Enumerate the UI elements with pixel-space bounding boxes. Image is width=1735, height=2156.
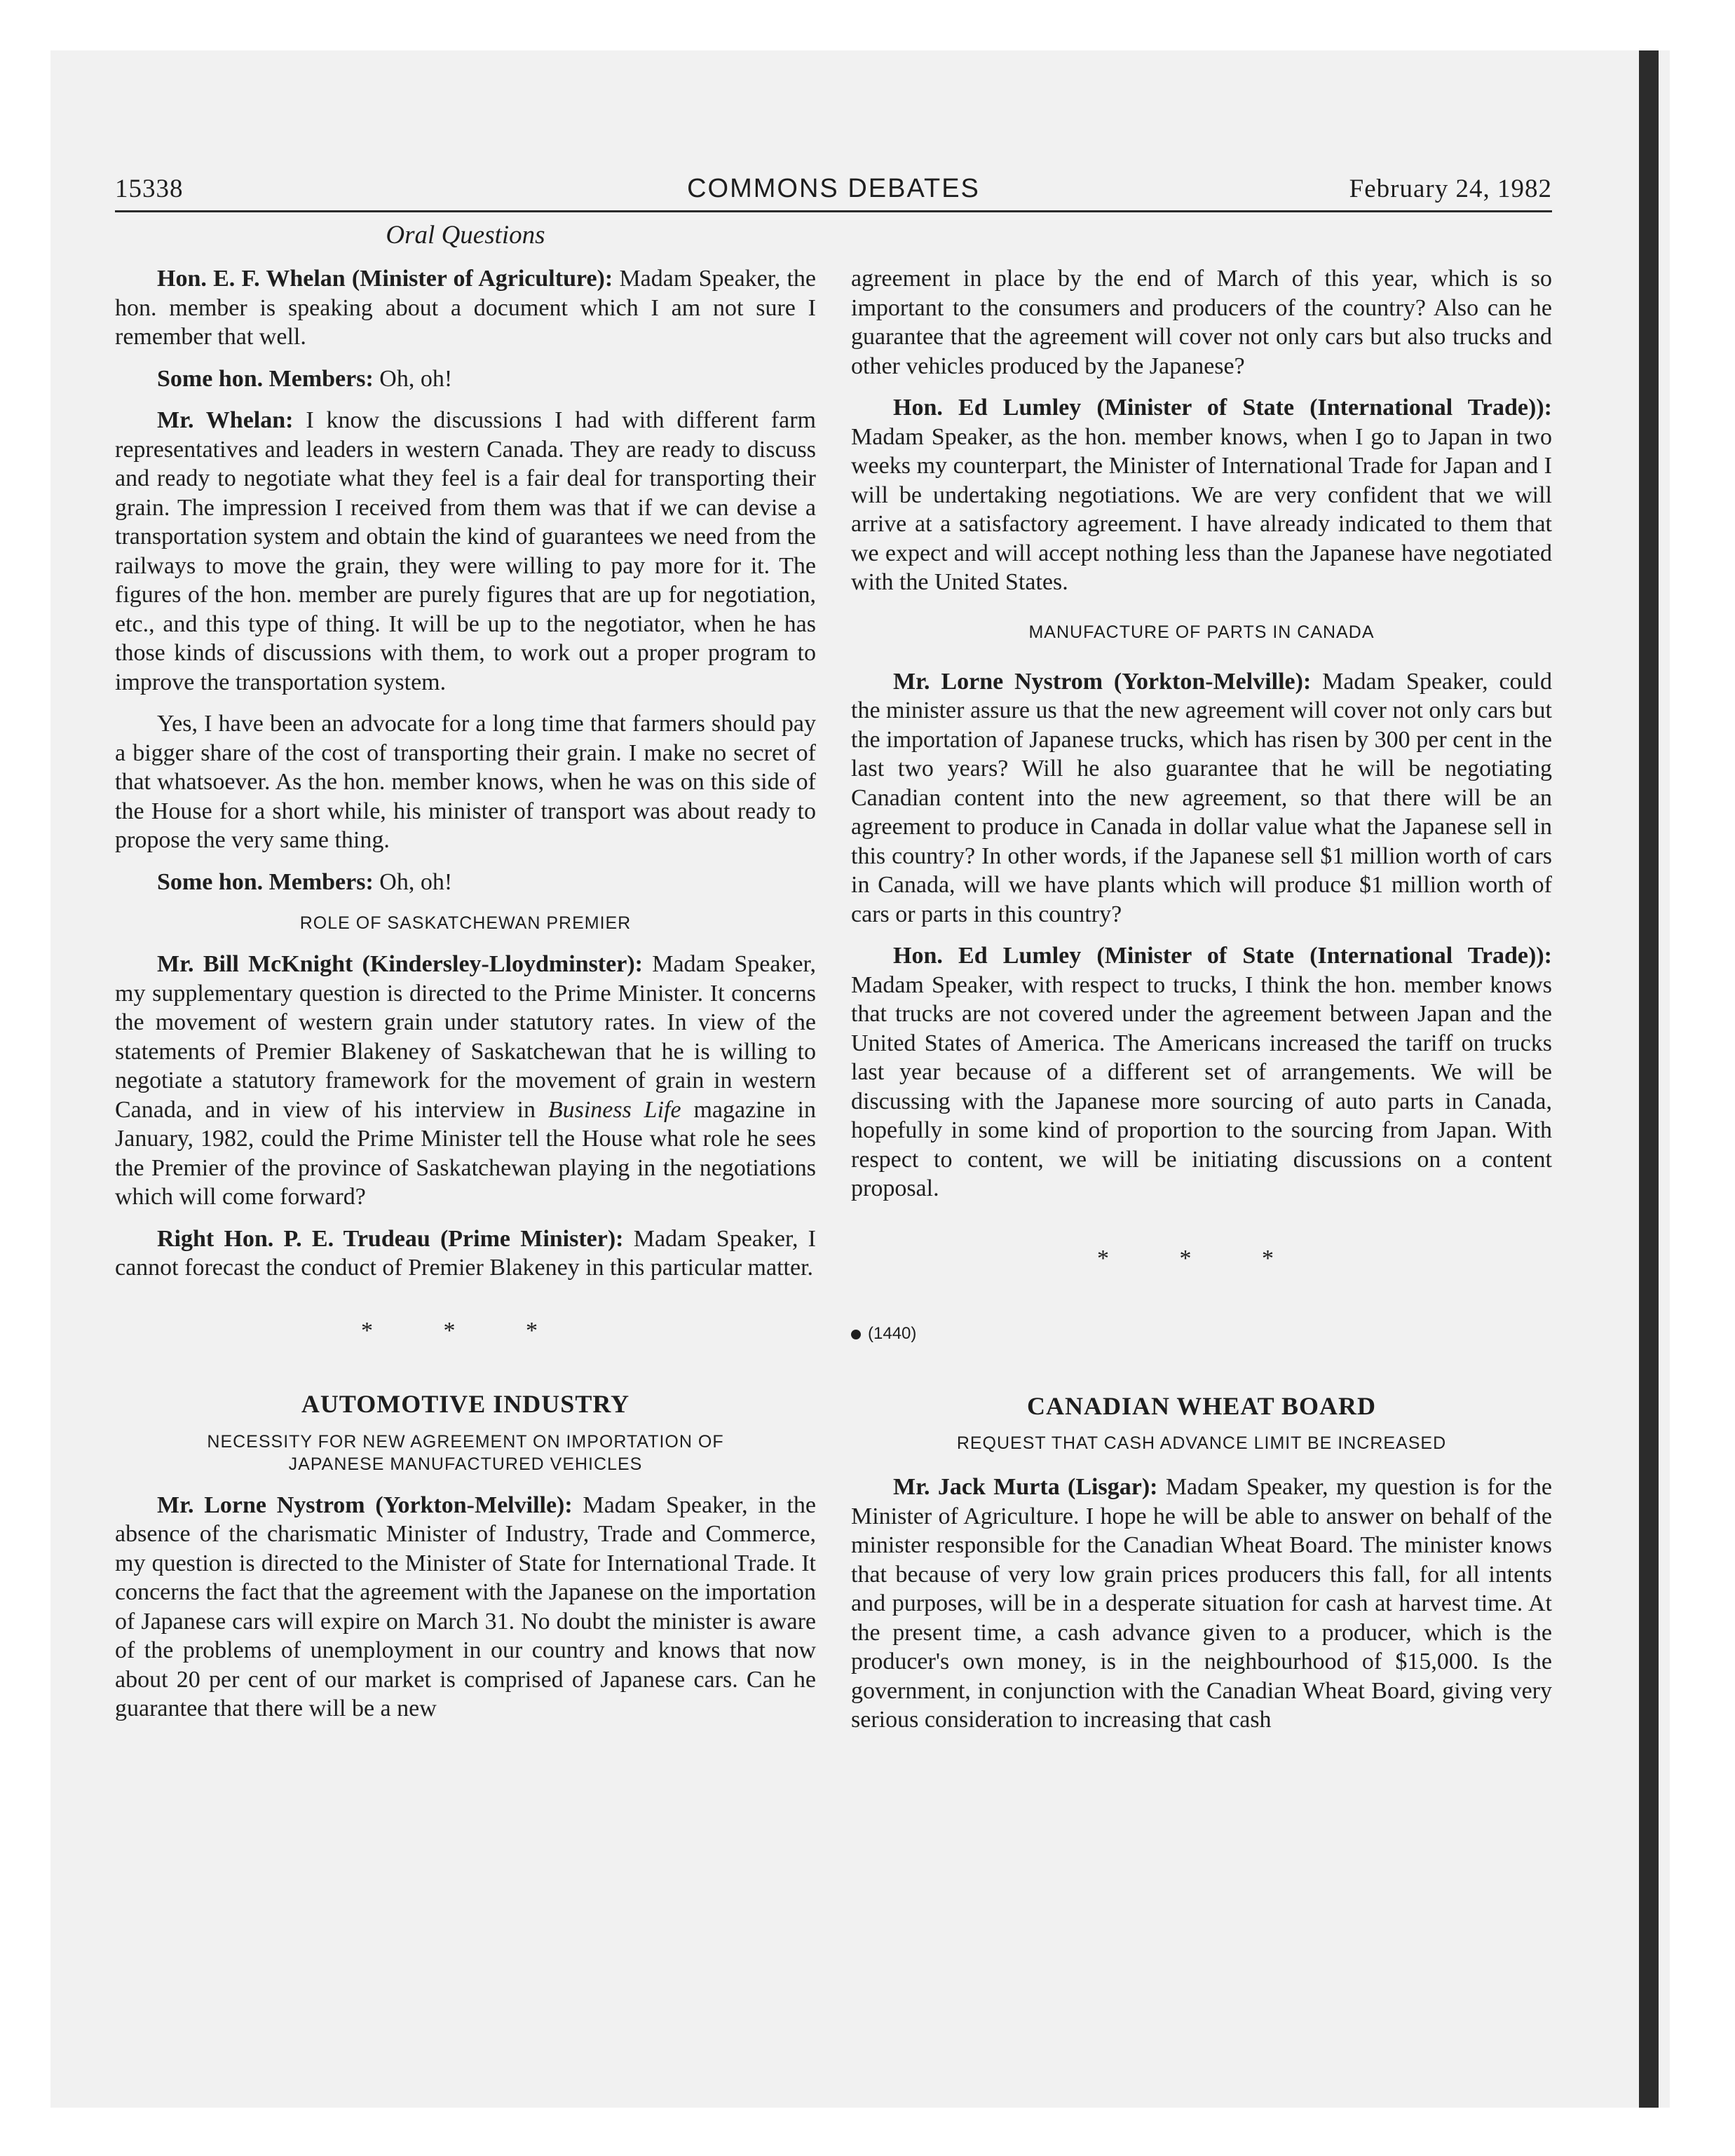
subheading: MANUFACTURE OF PARTS IN CANADA: [1028, 622, 1375, 642]
paragraph: [115, 868, 816, 897]
paragraph: [115, 1491, 816, 1724]
paragraph: [115, 709, 816, 855]
speaker-name: Hon. Ed Lumley (Minister of State (International Trade)):: [893, 395, 1552, 421]
page-header: [115, 174, 1552, 212]
paragraph: [851, 667, 1552, 929]
speaker-name: Mr. Jack Murta (Lisgar):: [893, 1474, 1158, 1500]
section-separator: * * *: [361, 1317, 570, 1344]
magazine-title: Business Life: [547, 1096, 681, 1123]
time-marker-text: (1440): [868, 1324, 917, 1343]
paragraph-text: Madam Speaker, I cannot forecast the conduct of Premier Blakeney in this particular matter.: [115, 1225, 816, 1281]
time-marker: [851, 1319, 1552, 1349]
section-heading: CANADIAN WHEAT BOARD: [1026, 1391, 1377, 1420]
paragraph-text: Madam Speaker, my supplementary question is directed to the Prime Minister. It concerns the movement of western grain under statutory rates. In view of the statements of Premier Blakeney of Saskatchewan that he is willing to negotiate a statutory framework for the movement of grain in western Canada, and in view of his interview in: [115, 951, 816, 1123]
paragraph-text: I know the discussions I had with different farm representatives and leaders in western Canada. They are ready to discuss and ready to negotiate what they feel is a fair deal for transporting their grain. The impression I received from them was that if we can devise a transportation system and obtain the kind of guarantees we need from the railways to move the grain, they were willing to pay more for it. The figures of the hon. member are purely figures that are up for negotiation, etc., and this type of thing. It will be up to the negotiator, when he has those kinds of discussions with them, to work out a proper program to improve the transportation system.: [115, 407, 816, 695]
paragraph: [115, 1224, 816, 1283]
paragraph: [851, 1473, 1552, 1735]
column-top-spacer: [851, 221, 1552, 264]
paragraph: [115, 264, 816, 352]
paragraph-text: Yes, I have been an advocate for a long time that farmers should pay a bigger share of the cost of transporting their grain. I make no secret of that whatsoever. As the hon. member knows, when he was on this side of the House for a short while, his minister of transport was about ready to propose the very same thing.: [115, 711, 816, 853]
section-separator: * * *: [1097, 1245, 1306, 1271]
paragraph-text: Madam Speaker, the hon. member is speaking about a document which I am not sure I remember that well.: [115, 266, 816, 350]
page-date: February 24, 1982: [1349, 175, 1552, 203]
paragraph-text: Madam Speaker, with respect to trucks, I think the hon. member knows that trucks are not covered under the agreement between Japan and the United States of America. The Americans increased the tariff on trucks last year because of a different set of arrangements. We will be discussing with the Japanese more sourcing of auto parts in Canada, hopefully in some kind of proportion to the sourcing from Japan. With respect to content, we will be initiating discussions on a content proposal.: [851, 971, 1552, 1201]
speaker-name: Mr. Lorne Nystrom (Yorkton-Melville):: [157, 1492, 573, 1518]
paragraph-text: Madam Speaker, my question is for the Minister of Agriculture. I hope he will be able to answer on behalf of the minister responsible for the Canadian Wheat Board. The minister knows that because of very low grain prices producers this fall, for all intents and purposes, will be in a desperate situation for cash at harvest time. At the present time, a cash advance given to a producer, which is the producer's own money, is in the neighbourhood of $15,000. Is the government, in conjunction with the Canadian Wheat Board, giving very serious consideration to increasing that cash: [851, 1474, 1552, 1733]
subheading: REQUEST THAT CASH ADVANCE LIMIT BE INCREASED: [956, 1433, 1447, 1453]
speaker-name: Hon. Ed Lumley (Minister of State (International Trade)):: [893, 943, 1552, 969]
speaker-name: Hon. E. F. Whelan (Minister of Agriculture):: [157, 266, 613, 292]
left-column: [115, 221, 816, 1736]
paragraph-text: Oh, oh!: [373, 365, 453, 392]
paragraph-text: Madam Speaker, could the minister assure us that the new agreement will cover not only cars but the importation of Japanese trucks, which has risen by 300 per cent in the last two years? Will he also guarantee that he will be negotiating Canadian content into the new agreement, so that there will be an agreement to produce in Canada in dollar value what the Japanese sell in this country? In other words, if the Japanese sell $1 million worth of cars in Canada, will we have plants which will produce $1 million worth of cars or parts in this country?: [851, 668, 1552, 927]
speaker-name: Mr. Whelan:: [157, 407, 294, 433]
paragraph: [115, 364, 816, 394]
paragraph-text: magazine in January, 1982, could the Prime Minister tell the House what role he sees the Premier of the province of Saskatchewan playing in the negotiations which will come forward?: [115, 1096, 817, 1210]
speaker-name: Some hon. Members:: [157, 365, 374, 392]
paragraph: [115, 950, 816, 1212]
section-heading: AUTOMOTIVE INDUSTRY: [301, 1390, 630, 1418]
speaker-name: Right Hon. P. E. Trudeau (Prime Minister):: [157, 1225, 624, 1252]
paragraph-text: agreement in place by the end of March of this year, which is so important to the consumers and producers of the country? Also can he guarantee that the agreement will cover not only cars but also trucks and other vehicles produced by the Japanese?: [851, 266, 1552, 379]
right-column: [851, 221, 1552, 1747]
paragraph: [851, 393, 1552, 597]
paragraph-text: Oh, oh!: [373, 868, 453, 895]
section-label: Oral Questions: [386, 221, 545, 250]
bullet-icon: [851, 1330, 861, 1339]
paragraph-text: Madam Speaker, as the hon. member knows, when I go to Japan in two weeks my counterpart, the Minister of International Trade for Japan and I will be undertaking negotiations. We are very confident that we will arrive at a satisfactory agreement. I have already indicated to them that we expect and will accept nothing less than the Japanese have negotiated with the United States.: [851, 423, 1552, 595]
subheading: ROLE OF SASKATCHEWAN PREMIER: [299, 913, 632, 933]
speaker-name: Mr. Lorne Nystrom (Yorkton-Melville):: [893, 668, 1312, 695]
page-number: 15338: [115, 175, 184, 203]
paragraph-text: Madam Speaker, in the absence of the charismatic Minister of Industry, Trade and Commerce, my question is directed to the Minister of State for International Trade. It concerns the fact that the agreement with the Japanese on the importation of Japanese cars will expire on March 31. No doubt the minister is aware of the problems of unemployment in our country and knows that now about 20 per cent of our market is comprised of Japanese cars. Can he guarantee that there will be a new: [115, 1492, 816, 1721]
speaker-name: Some hon. Members:: [157, 868, 374, 895]
subheading: NECESSITY FOR NEW AGREEMENT ON IMPORTATION OF JAPANESE MANUFACTURED VEHICLES: [207, 1431, 724, 1474]
scan-edge-bar: [1639, 50, 1659, 2108]
publication-title: COMMONS DEBATES: [687, 174, 980, 203]
paragraph: [115, 406, 816, 697]
speaker-name: Mr. Bill McKnight (Kindersley-Lloydminster):: [157, 951, 643, 977]
paragraph: [851, 264, 1552, 381]
paragraph: [851, 941, 1552, 1203]
